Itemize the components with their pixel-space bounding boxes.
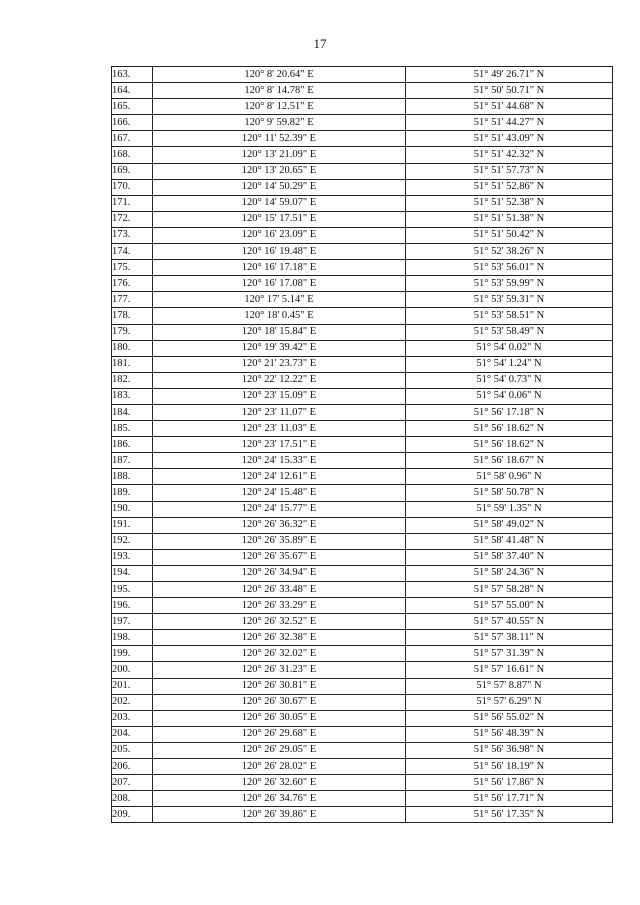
longitude-cell: 120° 21' 23.73" E	[153, 356, 406, 372]
point-number-cell: 209.	[112, 807, 153, 823]
table-row	[112, 276, 613, 292]
point-number-cell: 184.	[112, 404, 153, 420]
point-number-cell: 164.	[112, 83, 153, 99]
longitude-cell: 120° 24' 15.33" E	[153, 453, 406, 469]
longitude-cell: 120° 8' 14.78" E	[153, 83, 406, 99]
table-row	[112, 742, 613, 758]
longitude-cell: 120° 13' 21.09" E	[153, 147, 406, 163]
latitude-cell: 51° 49' 26.71" N	[406, 67, 613, 83]
latitude-cell: 51° 58' 41.48" N	[406, 533, 613, 549]
longitude-cell: 120° 9' 59.82" E	[153, 115, 406, 131]
page-number: 17	[313, 36, 327, 51]
longitude-cell: 120° 26' 32.52" E	[153, 614, 406, 630]
latitude-cell: 51° 59' 1.35" N	[406, 501, 613, 517]
table-row	[112, 179, 613, 195]
latitude-cell: 51° 53' 58.49" N	[406, 324, 613, 340]
latitude-cell: 51° 58' 0.96" N	[406, 469, 613, 485]
longitude-cell: 120° 23' 17.51" E	[153, 437, 406, 453]
latitude-cell: 51° 57' 8.87" N	[406, 678, 613, 694]
latitude-cell: 51° 58' 24.36" N	[406, 565, 613, 581]
latitude-cell: 51° 56' 17.35" N	[406, 807, 613, 823]
table-row	[112, 662, 613, 678]
longitude-cell: 120° 26' 33.29" E	[153, 598, 406, 614]
latitude-cell: 51° 53' 59.31" N	[406, 292, 613, 308]
point-number-cell: 165.	[112, 99, 153, 115]
table-row	[112, 598, 613, 614]
longitude-cell: 120° 19' 39.42" E	[153, 340, 406, 356]
point-number-cell: 173.	[112, 227, 153, 243]
coordinates-table-body	[112, 67, 613, 823]
longitude-cell: 120° 14' 59.07" E	[153, 195, 406, 211]
point-number-cell: 175.	[112, 260, 153, 276]
longitude-cell: 120° 26' 32.60" E	[153, 775, 406, 791]
latitude-cell: 51° 51' 43.09" N	[406, 131, 613, 147]
latitude-cell: 51° 51' 44.68" N	[406, 99, 613, 115]
table-row	[112, 614, 613, 630]
point-number-cell: 194.	[112, 565, 153, 581]
longitude-cell: 120° 26' 30.81" E	[153, 678, 406, 694]
latitude-cell: 51° 57' 58.28" N	[406, 582, 613, 598]
latitude-cell: 51° 56' 36.98" N	[406, 742, 613, 758]
longitude-cell: 120° 26' 34.76" E	[153, 791, 406, 807]
table-row	[112, 163, 613, 179]
latitude-cell: 51° 56' 18.19" N	[406, 759, 613, 775]
point-number-cell: 166.	[112, 115, 153, 131]
table-row	[112, 227, 613, 243]
point-number-cell: 202.	[112, 694, 153, 710]
longitude-cell: 120° 8' 20.64" E	[153, 67, 406, 83]
table-row	[112, 759, 613, 775]
table-row	[112, 565, 613, 581]
table-row	[112, 131, 613, 147]
latitude-cell: 51° 56' 48.39" N	[406, 726, 613, 742]
point-number-cell: 170.	[112, 179, 153, 195]
point-number-cell: 167.	[112, 131, 153, 147]
point-number-cell: 198.	[112, 630, 153, 646]
latitude-cell: 51° 51' 57.73" N	[406, 163, 613, 179]
latitude-cell: 51° 51' 52.86" N	[406, 179, 613, 195]
latitude-cell: 51° 58' 49.02" N	[406, 517, 613, 533]
latitude-cell: 51° 54' 0.73" N	[406, 372, 613, 388]
longitude-cell: 120° 23' 15.09" E	[153, 388, 406, 404]
point-number-cell: 193.	[112, 549, 153, 565]
latitude-cell: 51° 56' 17.18" N	[406, 404, 613, 420]
point-number-cell: 177.	[112, 292, 153, 308]
table-row	[112, 453, 613, 469]
longitude-cell: 120° 26' 32.38" E	[153, 630, 406, 646]
longitude-cell: 120° 26' 30.05" E	[153, 710, 406, 726]
table-row	[112, 694, 613, 710]
point-number-cell: 178.	[112, 308, 153, 324]
table-row	[112, 582, 613, 598]
latitude-cell: 51° 57' 40.55" N	[406, 614, 613, 630]
latitude-cell: 51° 51' 42.32" N	[406, 147, 613, 163]
table-row	[112, 83, 613, 99]
longitude-cell: 120° 14' 50.29" E	[153, 179, 406, 195]
point-number-cell: 176.	[112, 276, 153, 292]
longitude-cell: 120° 26' 31.23" E	[153, 662, 406, 678]
longitude-cell: 120° 16' 23.09" E	[153, 227, 406, 243]
latitude-cell: 51° 57' 55.00" N	[406, 598, 613, 614]
table-row	[112, 324, 613, 340]
table-row	[112, 533, 613, 549]
point-number-cell: 188.	[112, 469, 153, 485]
longitude-cell: 120° 15' 17.51" E	[153, 211, 406, 227]
latitude-cell: 51° 54' 1.24" N	[406, 356, 613, 372]
longitude-cell: 120° 26' 34.94" E	[153, 565, 406, 581]
point-number-cell: 204.	[112, 726, 153, 742]
point-number-cell: 181.	[112, 356, 153, 372]
latitude-cell: 51° 52' 38.26" N	[406, 244, 613, 260]
longitude-cell: 120° 24' 15.48" E	[153, 485, 406, 501]
longitude-cell: 120° 26' 35.67" E	[153, 549, 406, 565]
longitude-cell: 120° 26' 33.48" E	[153, 582, 406, 598]
point-number-cell: 187.	[112, 453, 153, 469]
longitude-cell: 120° 16' 19.48" E	[153, 244, 406, 260]
table-row	[112, 421, 613, 437]
longitude-cell: 120° 18' 0.45" E	[153, 308, 406, 324]
point-number-cell: 190.	[112, 501, 153, 517]
table-row	[112, 67, 613, 83]
longitude-cell: 120° 24' 15.77" E	[153, 501, 406, 517]
longitude-cell: 120° 26' 29.68" E	[153, 726, 406, 742]
latitude-cell: 51° 56' 17.86" N	[406, 775, 613, 791]
table-row	[112, 308, 613, 324]
point-number-cell: 196.	[112, 598, 153, 614]
table-row	[112, 260, 613, 276]
longitude-cell: 120° 8' 12.51" E	[153, 99, 406, 115]
longitude-cell: 120° 23' 11.07" E	[153, 404, 406, 420]
table-row	[112, 710, 613, 726]
table-row	[112, 549, 613, 565]
coordinates-table	[111, 66, 613, 823]
longitude-cell: 120° 16' 17.18" E	[153, 260, 406, 276]
point-number-cell: 171.	[112, 195, 153, 211]
table-row	[112, 678, 613, 694]
latitude-cell: 51° 53' 58.51" N	[406, 308, 613, 324]
table-row	[112, 630, 613, 646]
longitude-cell: 120° 17' 5.14" E	[153, 292, 406, 308]
table-row	[112, 211, 613, 227]
longitude-cell: 120° 26' 29.05" E	[153, 742, 406, 758]
latitude-cell: 51° 56' 18.67" N	[406, 453, 613, 469]
point-number-cell: 186.	[112, 437, 153, 453]
longitude-cell: 120° 18' 15.84" E	[153, 324, 406, 340]
latitude-cell: 51° 57' 16.61" N	[406, 662, 613, 678]
table-row	[112, 356, 613, 372]
longitude-cell: 120° 26' 32.02" E	[153, 646, 406, 662]
latitude-cell: 51° 57' 31.39" N	[406, 646, 613, 662]
latitude-cell: 51° 56' 55.02" N	[406, 710, 613, 726]
point-number-cell: 208.	[112, 791, 153, 807]
table-row	[112, 437, 613, 453]
longitude-cell: 120° 24' 12.61" E	[153, 469, 406, 485]
point-number-cell: 195.	[112, 582, 153, 598]
point-number-cell: 200.	[112, 662, 153, 678]
latitude-cell: 51° 57' 38.11" N	[406, 630, 613, 646]
table-row	[112, 404, 613, 420]
point-number-cell: 207.	[112, 775, 153, 791]
table-row	[112, 791, 613, 807]
table-row	[112, 807, 613, 823]
table-row	[112, 115, 613, 131]
latitude-cell: 51° 51' 44.27" N	[406, 115, 613, 131]
table-row	[112, 501, 613, 517]
point-number-cell: 192.	[112, 533, 153, 549]
table-row	[112, 99, 613, 115]
point-number-cell: 168.	[112, 147, 153, 163]
table-row	[112, 244, 613, 260]
longitude-cell: 120° 23' 11.03" E	[153, 421, 406, 437]
point-number-cell: 179.	[112, 324, 153, 340]
latitude-cell: 51° 58' 37.40" N	[406, 549, 613, 565]
latitude-cell: 51° 50' 50.71" N	[406, 83, 613, 99]
longitude-cell: 120° 11' 52.39" E	[153, 131, 406, 147]
table-row	[112, 646, 613, 662]
point-number-cell: 199.	[112, 646, 153, 662]
point-number-cell: 185.	[112, 421, 153, 437]
latitude-cell: 51° 53' 56.01" N	[406, 260, 613, 276]
point-number-cell: 163.	[112, 67, 153, 83]
latitude-cell: 51° 51' 50.42" N	[406, 227, 613, 243]
point-number-cell: 191.	[112, 517, 153, 533]
latitude-cell: 51° 56' 18.62" N	[406, 437, 613, 453]
latitude-cell: 51° 58' 50.78" N	[406, 485, 613, 501]
latitude-cell: 51° 56' 18.62" N	[406, 421, 613, 437]
longitude-cell: 120° 13' 20.65" E	[153, 163, 406, 179]
latitude-cell: 51° 53' 59.99" N	[406, 276, 613, 292]
point-number-cell: 182.	[112, 372, 153, 388]
table-row	[112, 292, 613, 308]
point-number-cell: 174.	[112, 244, 153, 260]
point-number-cell: 206.	[112, 759, 153, 775]
longitude-cell: 120° 26' 30.67" E	[153, 694, 406, 710]
table-row	[112, 726, 613, 742]
longitude-cell: 120° 26' 28.02" E	[153, 759, 406, 775]
table-row	[112, 388, 613, 404]
longitude-cell: 120° 26' 35.89" E	[153, 533, 406, 549]
latitude-cell: 51° 51' 51.38" N	[406, 211, 613, 227]
table-row	[112, 147, 613, 163]
point-number-cell: 183.	[112, 388, 153, 404]
longitude-cell: 120° 22' 12.22" E	[153, 372, 406, 388]
latitude-cell: 51° 51' 52.38" N	[406, 195, 613, 211]
longitude-cell: 120° 16' 17.08" E	[153, 276, 406, 292]
table-row	[112, 195, 613, 211]
point-number-cell: 201.	[112, 678, 153, 694]
table-row	[112, 517, 613, 533]
table-row	[112, 485, 613, 501]
longitude-cell: 120° 26' 39.86" E	[153, 807, 406, 823]
table-row	[112, 775, 613, 791]
point-number-cell: 180.	[112, 340, 153, 356]
longitude-cell: 120° 26' 36.32" E	[153, 517, 406, 533]
point-number-cell: 205.	[112, 742, 153, 758]
latitude-cell: 51° 54' 0.02" N	[406, 340, 613, 356]
latitude-cell: 51° 54' 0.06" N	[406, 388, 613, 404]
latitude-cell: 51° 56' 17.71" N	[406, 791, 613, 807]
point-number-cell: 189.	[112, 485, 153, 501]
table-row	[112, 469, 613, 485]
latitude-cell: 51° 57' 6.29" N	[406, 694, 613, 710]
point-number-cell: 197.	[112, 614, 153, 630]
table-row	[112, 372, 613, 388]
point-number-cell: 169.	[112, 163, 153, 179]
point-number-cell: 203.	[112, 710, 153, 726]
table-row	[112, 340, 613, 356]
point-number-cell: 172.	[112, 211, 153, 227]
